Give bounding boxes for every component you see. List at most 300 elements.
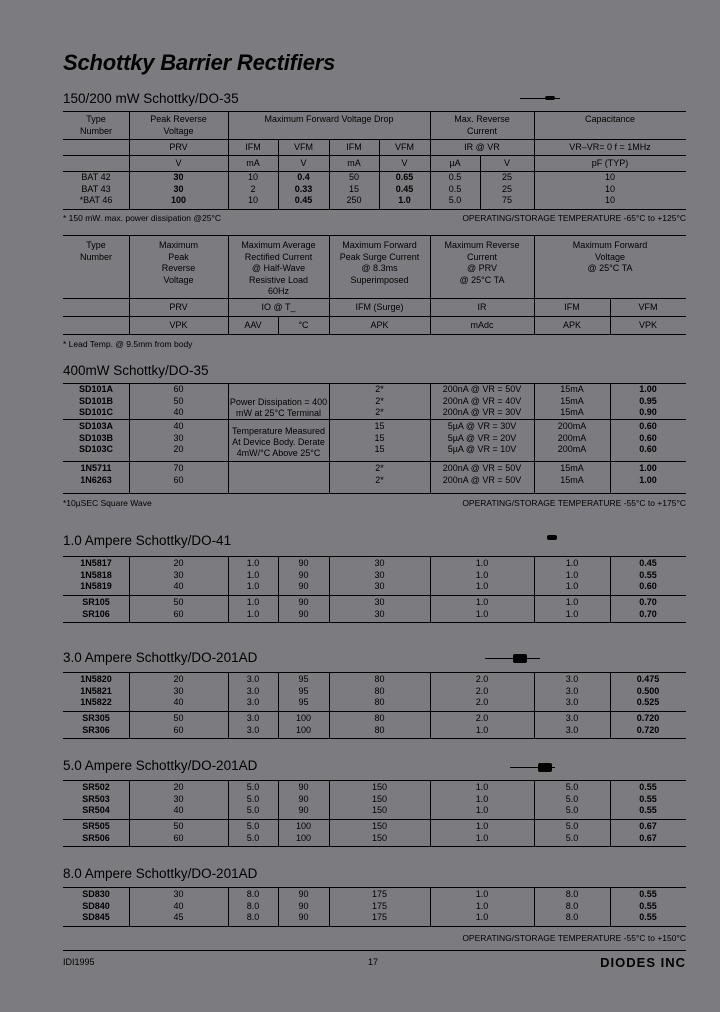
table-cell: 1.0 xyxy=(565,569,579,580)
table-cell: 60 xyxy=(173,608,184,619)
table-cell: 15 xyxy=(374,444,385,454)
table-cell: 30 xyxy=(173,172,184,182)
part-number: 1N5822 xyxy=(80,697,112,707)
table-line xyxy=(430,672,431,738)
table-cell: 0.67 xyxy=(639,821,657,831)
table-line xyxy=(63,846,686,847)
diode-do41-icon xyxy=(547,535,557,540)
table-cell: 0.4 xyxy=(297,172,310,182)
table-cell: 2.0 xyxy=(475,697,489,707)
table-cell: 1.0 xyxy=(475,912,489,922)
table-cell: 200nA @ VR = 30V xyxy=(442,407,522,417)
diode-body-icon xyxy=(545,96,555,100)
table-cell: 2 xyxy=(250,183,256,194)
table-cell: 100 xyxy=(295,832,312,843)
table-cell: 3.0 xyxy=(565,685,579,696)
part-number: 1N6263 xyxy=(80,474,112,485)
table-cell: 60 xyxy=(173,474,184,485)
table-cell: 0.60 xyxy=(639,432,657,443)
table-cell: 1.0 xyxy=(246,558,260,568)
table-cell: 1.00 xyxy=(639,474,657,485)
table-line xyxy=(329,672,330,738)
table-line xyxy=(329,780,330,846)
table-cell: 100 xyxy=(170,195,187,205)
table-cell: 5.0 xyxy=(246,832,260,843)
unit: V xyxy=(503,158,510,168)
table-cell: 90 xyxy=(298,889,309,899)
table-cell: 80 xyxy=(374,674,385,684)
part-number: 1N5821 xyxy=(80,685,112,696)
pd-text: Power Dissipation = 400 mW at 25°C Terminal xyxy=(229,397,328,418)
table-cell: 0.70 xyxy=(639,597,657,607)
table-cell: 0.60 xyxy=(639,581,657,591)
table-cell: 1.0 xyxy=(475,832,489,843)
table-cell: 0.5 xyxy=(448,172,462,182)
table-line xyxy=(329,556,330,622)
page-number: 17 xyxy=(368,957,379,967)
table-cell: 90 xyxy=(298,608,309,619)
sub-cond: VR–VR= 0 f = 1MHz xyxy=(569,142,651,152)
table-cell: 40 xyxy=(173,697,184,707)
table-cell: 0.55 xyxy=(639,805,657,815)
table-line xyxy=(278,780,279,846)
table-cell: 40 xyxy=(173,805,184,815)
table-cell: 15mA xyxy=(560,407,584,417)
table-line xyxy=(610,672,611,738)
table-cell: 150 xyxy=(371,793,388,804)
unit: VPK xyxy=(638,320,657,330)
sub-ifm: IFM xyxy=(245,142,261,152)
header-fwd: Maximum Forward Voltage @ 25°C TA xyxy=(572,240,648,273)
table-line xyxy=(430,556,431,622)
table-cell: 50 xyxy=(173,821,184,831)
table-line xyxy=(129,780,130,846)
table-cell: 2* xyxy=(375,474,384,485)
table-cell: 8.0 xyxy=(246,900,260,911)
table-line xyxy=(278,556,279,622)
table-line xyxy=(63,556,686,557)
table-cell: 20 xyxy=(173,558,184,568)
table-cell: 60 xyxy=(173,832,184,843)
part-number: 1N5817 xyxy=(80,558,112,568)
table-cell: 90 xyxy=(298,782,309,792)
table-cell: 5.0 xyxy=(246,805,260,815)
table-cell: 200nA @ VR = 40V xyxy=(442,395,522,406)
part-number: *BAT 46 xyxy=(79,195,113,205)
table-cell: 5.0 xyxy=(246,782,260,792)
table-line xyxy=(534,780,535,846)
sub-ir: IR @ VR xyxy=(464,142,500,152)
table-line xyxy=(534,887,535,926)
table-cell: 1.0 xyxy=(475,597,489,607)
section-title-1: 150/200 mW Schottky/DO-35 xyxy=(63,91,239,106)
table-cell: 95 xyxy=(298,685,309,696)
part-number: SD101A xyxy=(78,384,114,394)
table-line xyxy=(63,622,686,623)
table-cell: 5µA @ VR = 20V xyxy=(447,432,517,443)
table-line xyxy=(63,887,686,888)
header-peak: Maximum Peak Reverse Voltage xyxy=(158,240,198,285)
table-cell: 1.0 xyxy=(475,608,489,619)
table-cell: 200nA @ VR = 50V xyxy=(442,463,522,473)
table-cell: 50 xyxy=(348,172,359,182)
table-cell: 0.65 xyxy=(395,172,414,182)
table-cell: 0.55 xyxy=(639,782,657,792)
table-line xyxy=(228,780,229,846)
table-cell: 5.0 xyxy=(246,821,260,831)
table-cell: 60 xyxy=(173,724,184,735)
table-cell: 2* xyxy=(375,395,384,406)
table-cell: 70 xyxy=(173,463,184,473)
table-cell: 150 xyxy=(371,805,388,815)
unit: V xyxy=(300,158,307,168)
table-cell: 0.720 xyxy=(636,713,660,723)
table-line xyxy=(610,887,611,926)
header-avg: Maximum Average Rectified Current @ Half-Wave Resistive Load 60Hz xyxy=(241,240,316,296)
table-cell: 1.0 xyxy=(246,569,260,580)
table-cell: 90 xyxy=(298,805,309,815)
table-cell: 90 xyxy=(298,912,309,922)
table-cell: 3.0 xyxy=(246,685,260,696)
table-cell: 3.0 xyxy=(565,674,579,684)
part-number: 1N5819 xyxy=(80,581,112,591)
part-number: SR306 xyxy=(82,724,110,735)
sub-prv: PRV xyxy=(169,142,188,152)
table-cell: 40 xyxy=(173,900,184,911)
table-cell: 10 xyxy=(604,195,615,205)
table-cell: 175 xyxy=(371,889,388,899)
table-line xyxy=(228,556,229,622)
table-line xyxy=(430,887,431,926)
table-line xyxy=(63,926,686,927)
table-line xyxy=(63,738,686,739)
unit: AAV xyxy=(244,320,262,330)
table-line xyxy=(63,595,686,596)
table-cell: 8.0 xyxy=(565,889,579,899)
unit: mA xyxy=(246,158,260,168)
table-cell: 2.0 xyxy=(475,685,489,696)
table-cell: 30 xyxy=(173,793,184,804)
table-cell: 1.0 xyxy=(565,581,579,591)
part-number: SR505 xyxy=(82,821,110,831)
table-cell: 5.0 xyxy=(565,821,579,831)
table-cell: 25 xyxy=(501,172,512,182)
table-cell: 5.0 xyxy=(565,805,579,815)
table-cell: 0.60 xyxy=(639,444,657,454)
table-cell: 1.0 xyxy=(475,569,489,580)
table-cell: 175 xyxy=(371,912,388,922)
table-cell: 200mA xyxy=(557,432,587,443)
page-title: Schottky Barrier Rectifiers xyxy=(63,50,336,75)
table-line xyxy=(329,887,330,926)
table-cell: 1.0 xyxy=(565,597,579,607)
table-cell: 30 xyxy=(374,581,385,591)
table-cell: 0.45 xyxy=(639,558,657,568)
table-cell: 95 xyxy=(298,697,309,707)
table-cell: 15 xyxy=(374,432,385,443)
footer-left: IDI1995 xyxy=(63,957,95,967)
table-cell: 1.0 xyxy=(398,195,411,205)
table-cell: 0.55 xyxy=(639,569,657,580)
table-cell: 8.0 xyxy=(565,900,579,911)
table-line xyxy=(278,887,279,926)
table-cell: 15mA xyxy=(560,463,584,473)
table-cell: 0.67 xyxy=(639,832,657,843)
part-number: SD101B xyxy=(78,395,114,406)
table-cell: 80 xyxy=(374,685,385,696)
table-cell: 3.0 xyxy=(246,674,260,684)
header-fwd: Maximum Forward Voltage Drop xyxy=(264,114,394,124)
table-cell: 45 xyxy=(173,912,184,922)
table-cell: 1.0 xyxy=(475,793,489,804)
table-cell: 50 xyxy=(173,713,184,723)
part-number: SD103B xyxy=(78,432,114,443)
table-cell: 60 xyxy=(173,384,184,394)
table-cell: 90 xyxy=(298,597,309,607)
table-cell: 8.0 xyxy=(246,912,260,922)
note-left: * 150 mW. max. power dissipation @25°C xyxy=(63,213,222,223)
table-line xyxy=(63,111,686,112)
part-number: SR305 xyxy=(82,713,110,723)
table-line xyxy=(610,780,611,846)
table-cell: 200mA xyxy=(557,421,587,431)
table-cell: 3.0 xyxy=(246,724,260,735)
table-line xyxy=(228,887,229,926)
table-cell: 40 xyxy=(173,581,184,591)
table-cell: 15 xyxy=(374,421,385,431)
table-cell: 250 xyxy=(346,195,362,205)
table-cell: 1.0 xyxy=(475,900,489,911)
part-number: SD101C xyxy=(78,407,114,417)
sub: VFM xyxy=(638,302,658,312)
table-cell: 8.0 xyxy=(565,912,579,922)
table-cell: 3.0 xyxy=(565,724,579,735)
unit: V xyxy=(401,158,408,168)
table-cell: 175 xyxy=(371,900,388,911)
table-cell: 1.0 xyxy=(246,581,260,591)
note-right: OPERATING/STORAGE TEMPERATURE -65°C to +125°C xyxy=(462,213,686,223)
part-number: 1N5818 xyxy=(80,569,112,580)
table-cell: 10 xyxy=(247,172,258,182)
part-number: SR504 xyxy=(82,805,110,815)
part-number: BAT 43 xyxy=(81,183,111,194)
table-cell: 30 xyxy=(374,597,385,607)
table-line xyxy=(129,556,130,622)
sub: IR xyxy=(477,302,487,312)
diode-body-icon xyxy=(513,654,527,663)
table-cell: 0.55 xyxy=(639,912,657,922)
table-cell: 0.45 xyxy=(294,195,313,205)
table-cell: 2* xyxy=(375,407,384,417)
table-cell: 200nA @ VR = 50V xyxy=(442,384,522,394)
table-cell: 30 xyxy=(173,183,184,194)
table-cell: 50 xyxy=(173,395,184,406)
table-cell: 80 xyxy=(374,697,385,707)
part-number: BAT 42 xyxy=(81,172,111,182)
table-cell: 1.0 xyxy=(475,558,489,568)
table-cell: 0.55 xyxy=(639,793,657,804)
table-cell: 3.0 xyxy=(565,713,579,723)
brand-logo: DIODES INC xyxy=(600,955,686,970)
table-cell: 2* xyxy=(375,384,384,394)
table-cell: 1.0 xyxy=(475,821,489,831)
table-cell: 30 xyxy=(374,569,385,580)
unit: °C xyxy=(298,320,309,330)
unit: mAdc xyxy=(470,320,494,330)
table-cell: 0.90 xyxy=(639,407,657,417)
table-cell: 20 xyxy=(173,444,184,454)
table-line xyxy=(129,887,130,926)
table-cell: 150 xyxy=(371,832,388,843)
table-cell: 1.0 xyxy=(565,558,579,568)
table-cell: 0.60 xyxy=(639,421,657,431)
header-surge: Maximum Forward Peak Surge Current @ 8.3ms Superimposed xyxy=(339,240,420,285)
table-cell: 30 xyxy=(173,685,184,696)
table-cell: 75 xyxy=(501,195,512,205)
table-cell: 5.0 xyxy=(565,832,579,843)
part-number: SD845 xyxy=(82,912,110,922)
table-cell: 5µA @ VR = 30V xyxy=(447,421,517,431)
table-cell: 10 xyxy=(604,172,615,182)
table-cell: 30 xyxy=(173,432,184,443)
table-cell: 1.0 xyxy=(246,608,260,619)
unit: APK xyxy=(370,320,389,330)
table-cell: 1.0 xyxy=(475,724,489,735)
diode-body-icon xyxy=(538,763,552,772)
header-rev: Max. Reverse Current xyxy=(454,114,510,136)
table-cell: 5.0 xyxy=(565,793,579,804)
table-cell: 5.0 xyxy=(565,782,579,792)
table-cell: 0.720 xyxy=(636,724,660,735)
part-number: SR106 xyxy=(82,608,110,619)
table-line xyxy=(63,819,686,820)
part-number: SR503 xyxy=(82,793,110,804)
unit: pF (TYP) xyxy=(591,158,629,168)
table-cell: 5.0 xyxy=(448,195,462,205)
part-number: SD103C xyxy=(78,444,114,454)
sub: IFM (Surge) xyxy=(355,302,404,312)
table-cell: 2* xyxy=(375,463,384,473)
table-line xyxy=(63,155,686,156)
table-line xyxy=(63,209,686,210)
table-cell: 5.0 xyxy=(246,793,260,804)
section-title-6: 5.0 Ampere Schottky/DO-201AD xyxy=(63,758,258,773)
sub: IFM xyxy=(564,302,580,312)
table-cell: 15mA xyxy=(560,384,584,394)
table-cell: 0.55 xyxy=(639,889,657,899)
table-line xyxy=(430,780,431,846)
table-cell: 8.0 xyxy=(246,889,260,899)
table-cell: 0.5 xyxy=(448,183,462,194)
table-line xyxy=(228,672,229,738)
table-cell: 1.0 xyxy=(475,782,489,792)
header-type: Type Number xyxy=(79,114,112,136)
part-number: SR105 xyxy=(82,597,110,607)
table-cell: 0.95 xyxy=(639,395,657,406)
table-line xyxy=(129,672,130,738)
table-cell: 15 xyxy=(348,183,359,194)
table-cell: 200nA @ VR = 50V xyxy=(442,474,522,485)
sub-vfm: VFM xyxy=(294,142,313,152)
table-cell: 0.475 xyxy=(636,674,660,684)
table-cell: 0.45 xyxy=(395,183,414,194)
table-line xyxy=(278,672,279,738)
table-cell: 0.33 xyxy=(294,183,313,194)
header-peak: Peak Reverse Voltage xyxy=(150,114,207,136)
table-cell: 10 xyxy=(604,183,615,194)
table-line xyxy=(610,556,611,622)
table-cell: 30 xyxy=(374,608,385,619)
table-cell: 2.0 xyxy=(475,674,489,684)
table-cell: 15mA xyxy=(560,474,584,485)
section-title-5: 3.0 Ampere Schottky/DO-201AD xyxy=(63,650,258,665)
table-cell: 100 xyxy=(295,724,312,735)
part-number: SD840 xyxy=(82,900,110,911)
table-cell: 40 xyxy=(173,407,184,417)
table-line xyxy=(63,139,686,140)
table-cell: 20 xyxy=(173,782,184,792)
table-cell: 0.70 xyxy=(639,608,657,619)
section-title-3: 400mW Schottky/DO-35 xyxy=(63,363,209,378)
note-right: OPERATING/STORAGE TEMPERATURE -55°C to +150°C xyxy=(462,933,686,943)
table-cell: 10 xyxy=(247,195,258,205)
sub-vfm: VFM xyxy=(395,142,414,152)
table-cell: 0.525 xyxy=(636,697,660,707)
part-number: 1N5820 xyxy=(80,674,112,684)
part-number: SR506 xyxy=(82,832,110,843)
table-cell: 1.0 xyxy=(475,889,489,899)
part-number: 1N5711 xyxy=(80,463,112,473)
table-cell: 100 xyxy=(295,713,312,723)
table-cell: 80 xyxy=(374,713,385,723)
table-cell: 15mA xyxy=(560,395,584,406)
sub: IO @ T_ xyxy=(261,302,296,312)
table-cell: 30 xyxy=(173,889,184,899)
table-cell: 95 xyxy=(298,674,309,684)
temp-text: Temperature Measured At Device Body. Derate 4mW/°C Above 25°C xyxy=(231,426,326,458)
section-title-7: 8.0 Ampere Schottky/DO-201AD xyxy=(63,866,258,881)
unit: V xyxy=(175,158,182,168)
unit: APK xyxy=(562,320,581,330)
note-left: *10µSEC Square Wave xyxy=(63,498,152,508)
part-number: SR502 xyxy=(82,782,110,792)
table-cell: 90 xyxy=(298,581,309,591)
table-line xyxy=(63,672,686,673)
table-cell: 20 xyxy=(173,674,184,684)
table-cell: 2.0 xyxy=(475,713,489,723)
table-cell: 30 xyxy=(173,569,184,580)
table-line xyxy=(63,711,686,712)
section-title-4: 1.0 Ampere Schottky/DO-41 xyxy=(63,533,232,548)
unit: mA xyxy=(347,158,361,168)
table-cell: 3.0 xyxy=(246,713,260,723)
table-cell: 3.0 xyxy=(246,697,260,707)
table-cell: 40 xyxy=(173,421,184,431)
table-cell: 0.500 xyxy=(636,685,660,696)
table-line xyxy=(534,672,535,738)
note-right: OPERATING/STORAGE TEMPERATURE -55°C to +175°C xyxy=(462,498,686,508)
table-cell: 5µA @ VR = 10V xyxy=(447,444,517,454)
sub-ifm: IFM xyxy=(346,142,362,152)
table-cell: 150 xyxy=(371,782,388,792)
table-cell: 150 xyxy=(371,821,388,831)
table-cell: 90 xyxy=(298,558,309,568)
note-lead: * Lead Temp. @ 9.5mm from body xyxy=(63,339,193,349)
header-cap: Capacitance xyxy=(584,114,636,124)
table-cell: 1.00 xyxy=(639,384,657,394)
table-cell: 90 xyxy=(298,569,309,580)
table-cell: 1.0 xyxy=(565,608,579,619)
